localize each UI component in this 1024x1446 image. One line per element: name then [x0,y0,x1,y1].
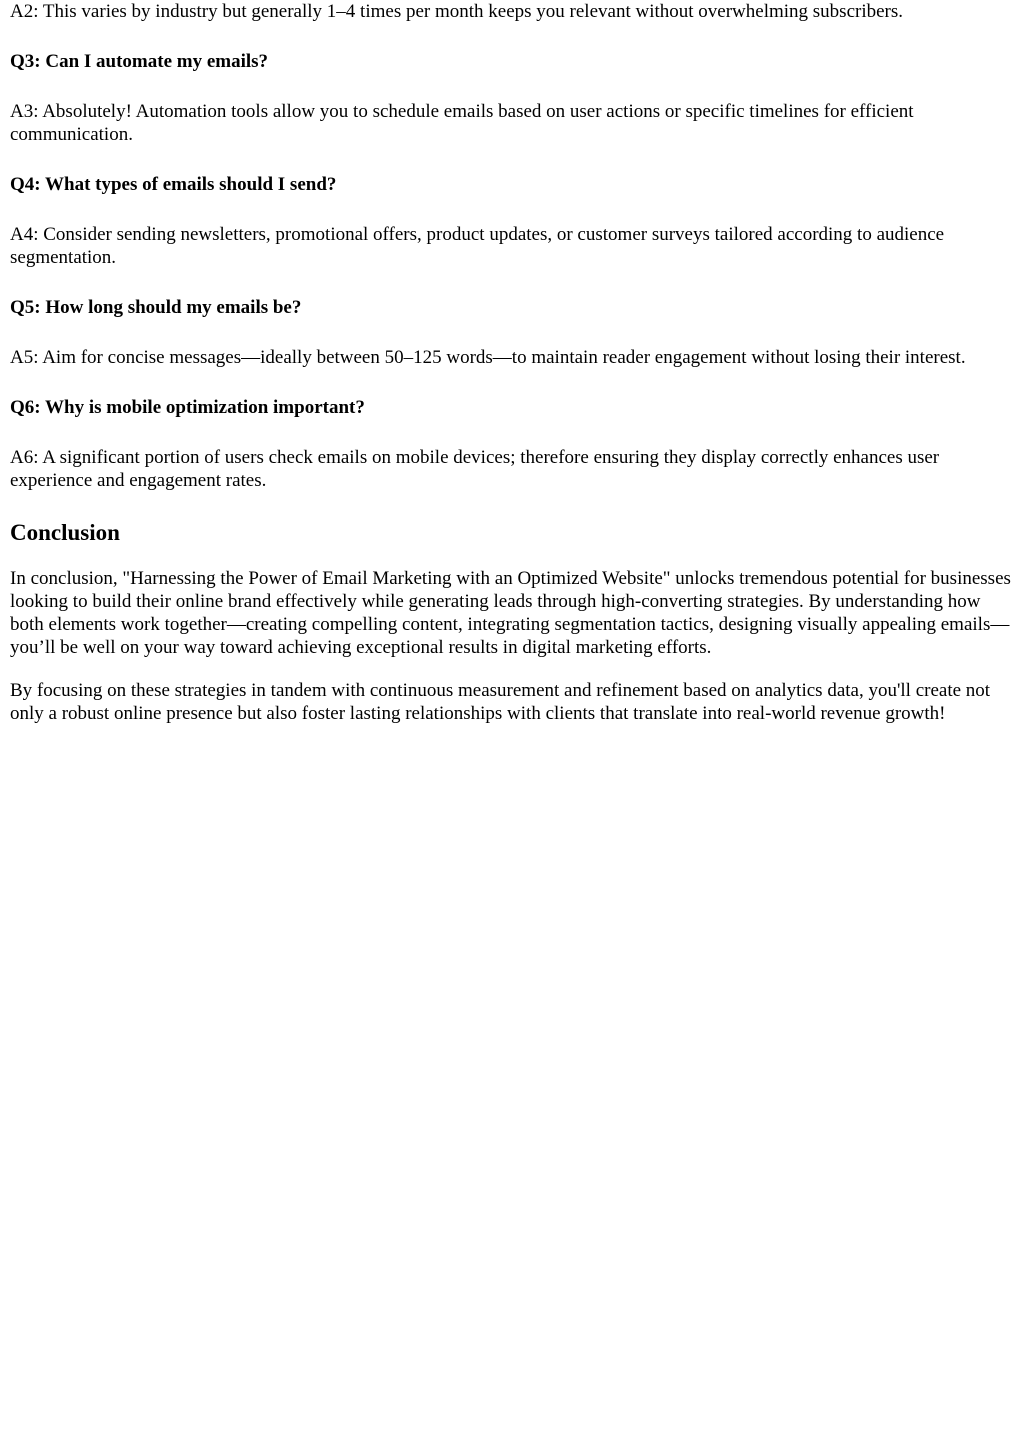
faq-question-5: Q5: How long should my emails be? [10,297,302,318]
faq-answer-2: A2: This varies by industry but generally 1–4 times per month keeps you relevant without overwhelming subscribers. [10,1,904,22]
conclusion-paragraph-1: In conclusion, "Harnessing the Power of Email Marketing with an Optimized Website" unlocks tremendous potential for businesses looking to build their online brand effectively while generating leads through high-converting strategies. By understanding how both elements work together—creating compelling content, integrating segmentation tactics, designing visually appealing emails—you’ll be well on your way toward achieving exceptional results in digital marketing efforts. [10,568,1011,658]
faq-answer-6: A6: A significant portion of users check emails on mobile devices; therefore ensuring they display correctly enhances user experience and engagement rates. [10,447,940,491]
faq-question-3: Q3: Can I automate my emails? [10,51,269,72]
faq-question-4: Q4: What types of emails should I send? [10,174,337,195]
conclusion-paragraph-2: By focusing on these strategies in tandem with continuous measurement and refinement based on analytics data, you'll create not only a robust online presence but also foster lasting relationships with clients that translate into real-world revenue growth! [10,680,991,724]
conclusion-heading: Conclusion [10,520,120,545]
faq-question-6: Q6: Why is mobile optimization important? [10,397,365,418]
faq-answer-3: A3: Absolutely! Automation tools allow you to schedule emails based on user actions or specific timelines for efficient communication. [10,101,914,145]
faq-answer-5: A5: Aim for concise messages—ideally between 50–125 words—to maintain reader engagement without losing their interest. [10,347,966,368]
faq-answer-4: A4: Consider sending newsletters, promotional offers, product updates, or customer surveys tailored according to audience segmentation. [10,224,945,268]
